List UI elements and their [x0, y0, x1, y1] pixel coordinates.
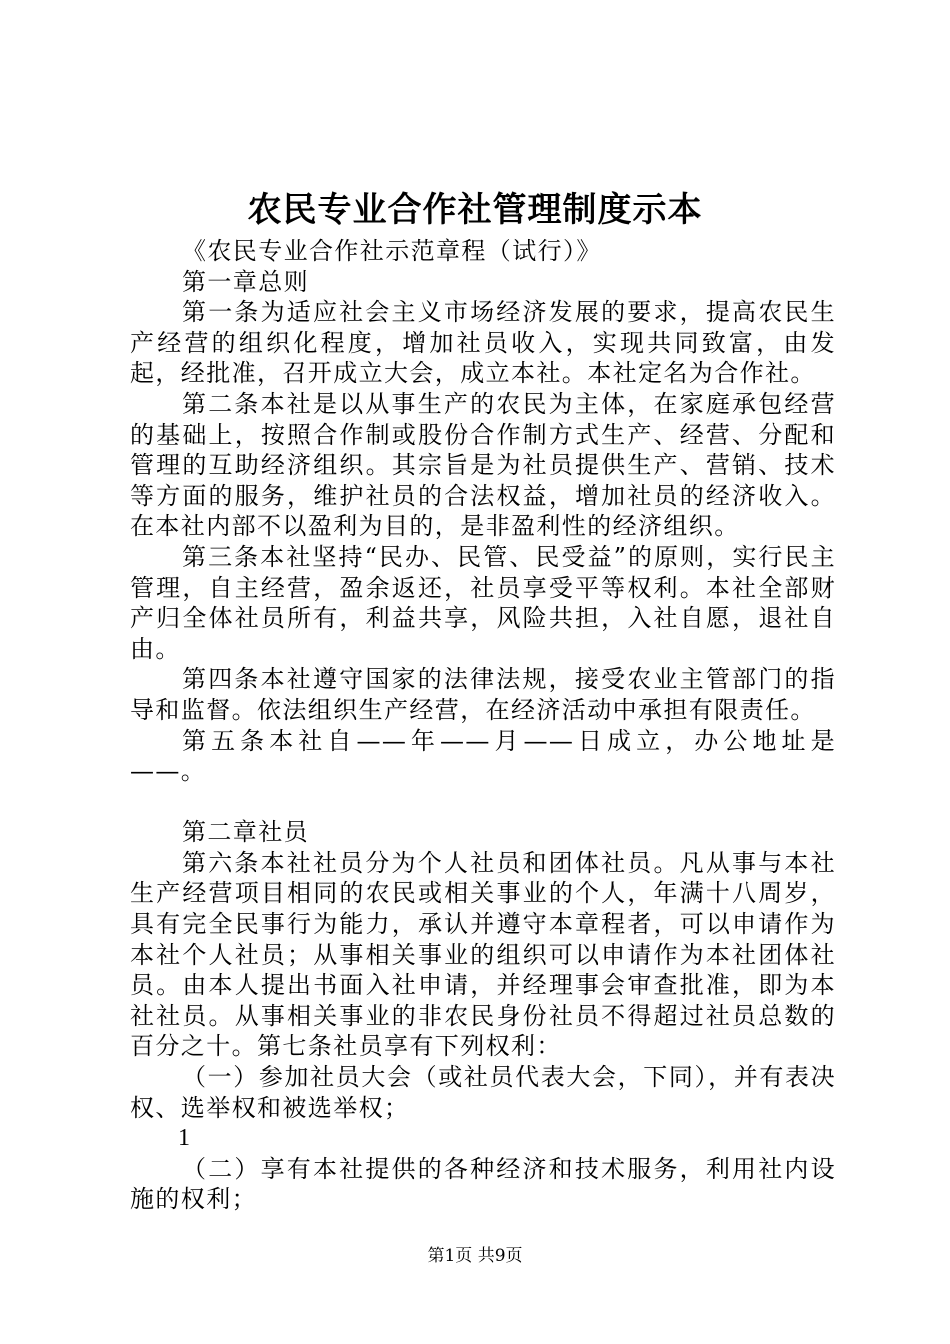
- chapter-heading: 第一章总则: [182, 267, 309, 296]
- list-item: （一）参加社员大会（或社员代表大会，下同），并有表决权、选举权和被选举权；: [130, 1063, 836, 1122]
- article-paragraph: 第四条本社遵守国家的法律法规，接受农业主管部门的指导和监督。依法组织生产经营，在经济活动中承担有限责任。: [130, 665, 836, 724]
- article-paragraph: 第二条本社是以从事生产的农民为主体，在家庭承包经营的基础上，按照合作制或股份合作制方式生产、经营、分配和管理的互助经济组织。其宗旨是为社员提供生产、营销、技术等方面的服务，维护社员的合法权益，增加社员的经济收入。在本社内部不以盈利为目的，是非盈利性的经济组织。: [130, 389, 836, 541]
- inline-page-number: 1: [178, 1125, 192, 1152]
- chapter-heading: 第二章社员: [182, 818, 309, 847]
- document-title: 农民专业合作社管理制度示本: [247, 190, 703, 230]
- list-item: （二）享有本社提供的各种经济和技术服务，利用社内设施的权利；: [130, 1154, 836, 1214]
- article-paragraph: 第六条本社社员分为个人社员和团体社员。凡从事与本社生产经营项目相同的农民或相关事业的个人，年满十八周岁，具有完全民事行为能力，承认并遵守本章程者，可以申请作为本社个人社员；从事相关事业的组织可以申请作为本社团体社员。由本人提出书面入社申请，并经理事会审查批准，即为本社社员。从事相关事业的非农民身份社员不得超过社员总数的百分之十。第七条社员享有下列权利：: [130, 848, 836, 1061]
- article-paragraph: 第三条本社坚持“民办、民管、民受益”的原则，实行民主管理，自主经营，盈余返还，社员享受平等权利。本社全部财产归全体社员所有，利益共享，风险共担，入社自愿，退社自由。: [130, 542, 836, 663]
- article-paragraph: 第五条本社自——年——月——日成立，办公地址是——。: [130, 726, 836, 786]
- blank-line: [130, 787, 836, 818]
- document-body: [130, 236, 836, 1215]
- charter-reference: 《农民专业合作社示范章程（试行）》: [182, 237, 602, 265]
- article-paragraph: 第一条为适应社会主义市场经济发展的要求，提高农民生产经营的组织化程度，增加社员收入，实现共同致富，由发起，经批准，召开成立大会，成立本社。本社定名为合作社。: [130, 298, 836, 388]
- page-footer: 第1页 共9页: [427, 1246, 523, 1266]
